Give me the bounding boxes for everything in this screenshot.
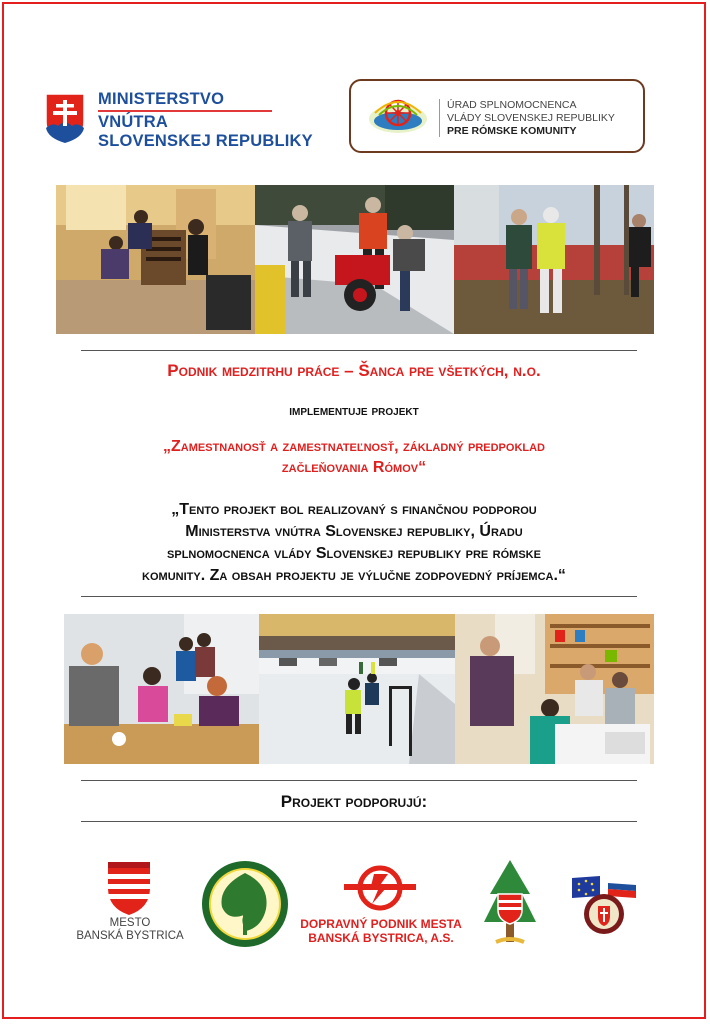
- urad-logo: [349, 79, 645, 153]
- dpmbb-logo: [344, 862, 416, 914]
- photo-crafts-table: [64, 614, 259, 764]
- mesto-caption: MESTO BANSKÁ BYSTRICA: [76, 917, 184, 942]
- divider-1: [81, 350, 637, 351]
- urad-name: ÚRAD SPLNOMOCNENCA VLÁDY SLOVENSKEJ REPUBLIKY PRE RÓMSKE KOMUNITY: [447, 99, 615, 137]
- dpmbb-logo-icon: [344, 862, 416, 914]
- mesto-crest-icon: [104, 860, 154, 916]
- eu-flags-badge-icon: [570, 874, 638, 936]
- leaf-seal-icon: [200, 859, 290, 949]
- implements-label: implementuje projekt: [289, 402, 419, 418]
- leaf-seal-logo: [200, 859, 290, 949]
- dpmbb-caption: DOPRAVNÝ PODNIK MESTA BANSKÁ BYSTRICA, A.S.: [300, 917, 462, 945]
- poster-page: [2, 2, 706, 1019]
- tree-crest-logo: [482, 860, 538, 946]
- photo-garden-workers: [454, 185, 654, 334]
- statement-line2: Ministerstva vnútra Slovenskej republiky, Úradu: [185, 523, 523, 540]
- photo-snow-tiller: [255, 185, 454, 334]
- statement-line3: splnomocnenca vlády Slovenskej republiky pre rómske: [167, 545, 541, 562]
- supporters-heading: Projekt podporujú:: [280, 792, 428, 811]
- photo-strip-top: [56, 185, 654, 334]
- organization-title: Podnik medzitrhu práce – Šanca pre všetkých, n.o.: [167, 361, 541, 380]
- tree-crest-icon: [482, 860, 538, 946]
- ministry-divider: [98, 110, 272, 112]
- project-name-line2: začleňovania Rómov“: [281, 459, 427, 476]
- photo-sewing-workshop: [455, 614, 654, 764]
- roma-wheel-emblem-icon: [367, 93, 429, 139]
- photo-workshop-bench: [56, 185, 255, 334]
- slovak-coat-of-arms-icon: [44, 92, 86, 144]
- divider-2: [81, 596, 637, 597]
- urad-divider: [439, 99, 440, 137]
- mesto-logo: [104, 860, 154, 916]
- ministry-name: MINISTERSTVO VNÚTRA SLOVENSKEJ REPUBLIKY: [98, 90, 313, 150]
- statement-line1: „Tento projekt bol realizovaný s finančnou podporou: [171, 501, 537, 518]
- eu-flags-logo: [570, 874, 638, 936]
- project-name-line1: „Zamestnanosť a zamestnateľnosť, základný predpoklad: [162, 438, 545, 455]
- divider-4: [81, 821, 637, 822]
- divider-3: [81, 780, 637, 781]
- photo-strip-bottom: [64, 614, 654, 764]
- photo-snow-shoveling: [259, 614, 455, 764]
- statement-line4: komunity. Za obsah projektu je výlučne zodpovedný príjemca.“: [142, 567, 566, 584]
- ministry-logo: [44, 90, 314, 154]
